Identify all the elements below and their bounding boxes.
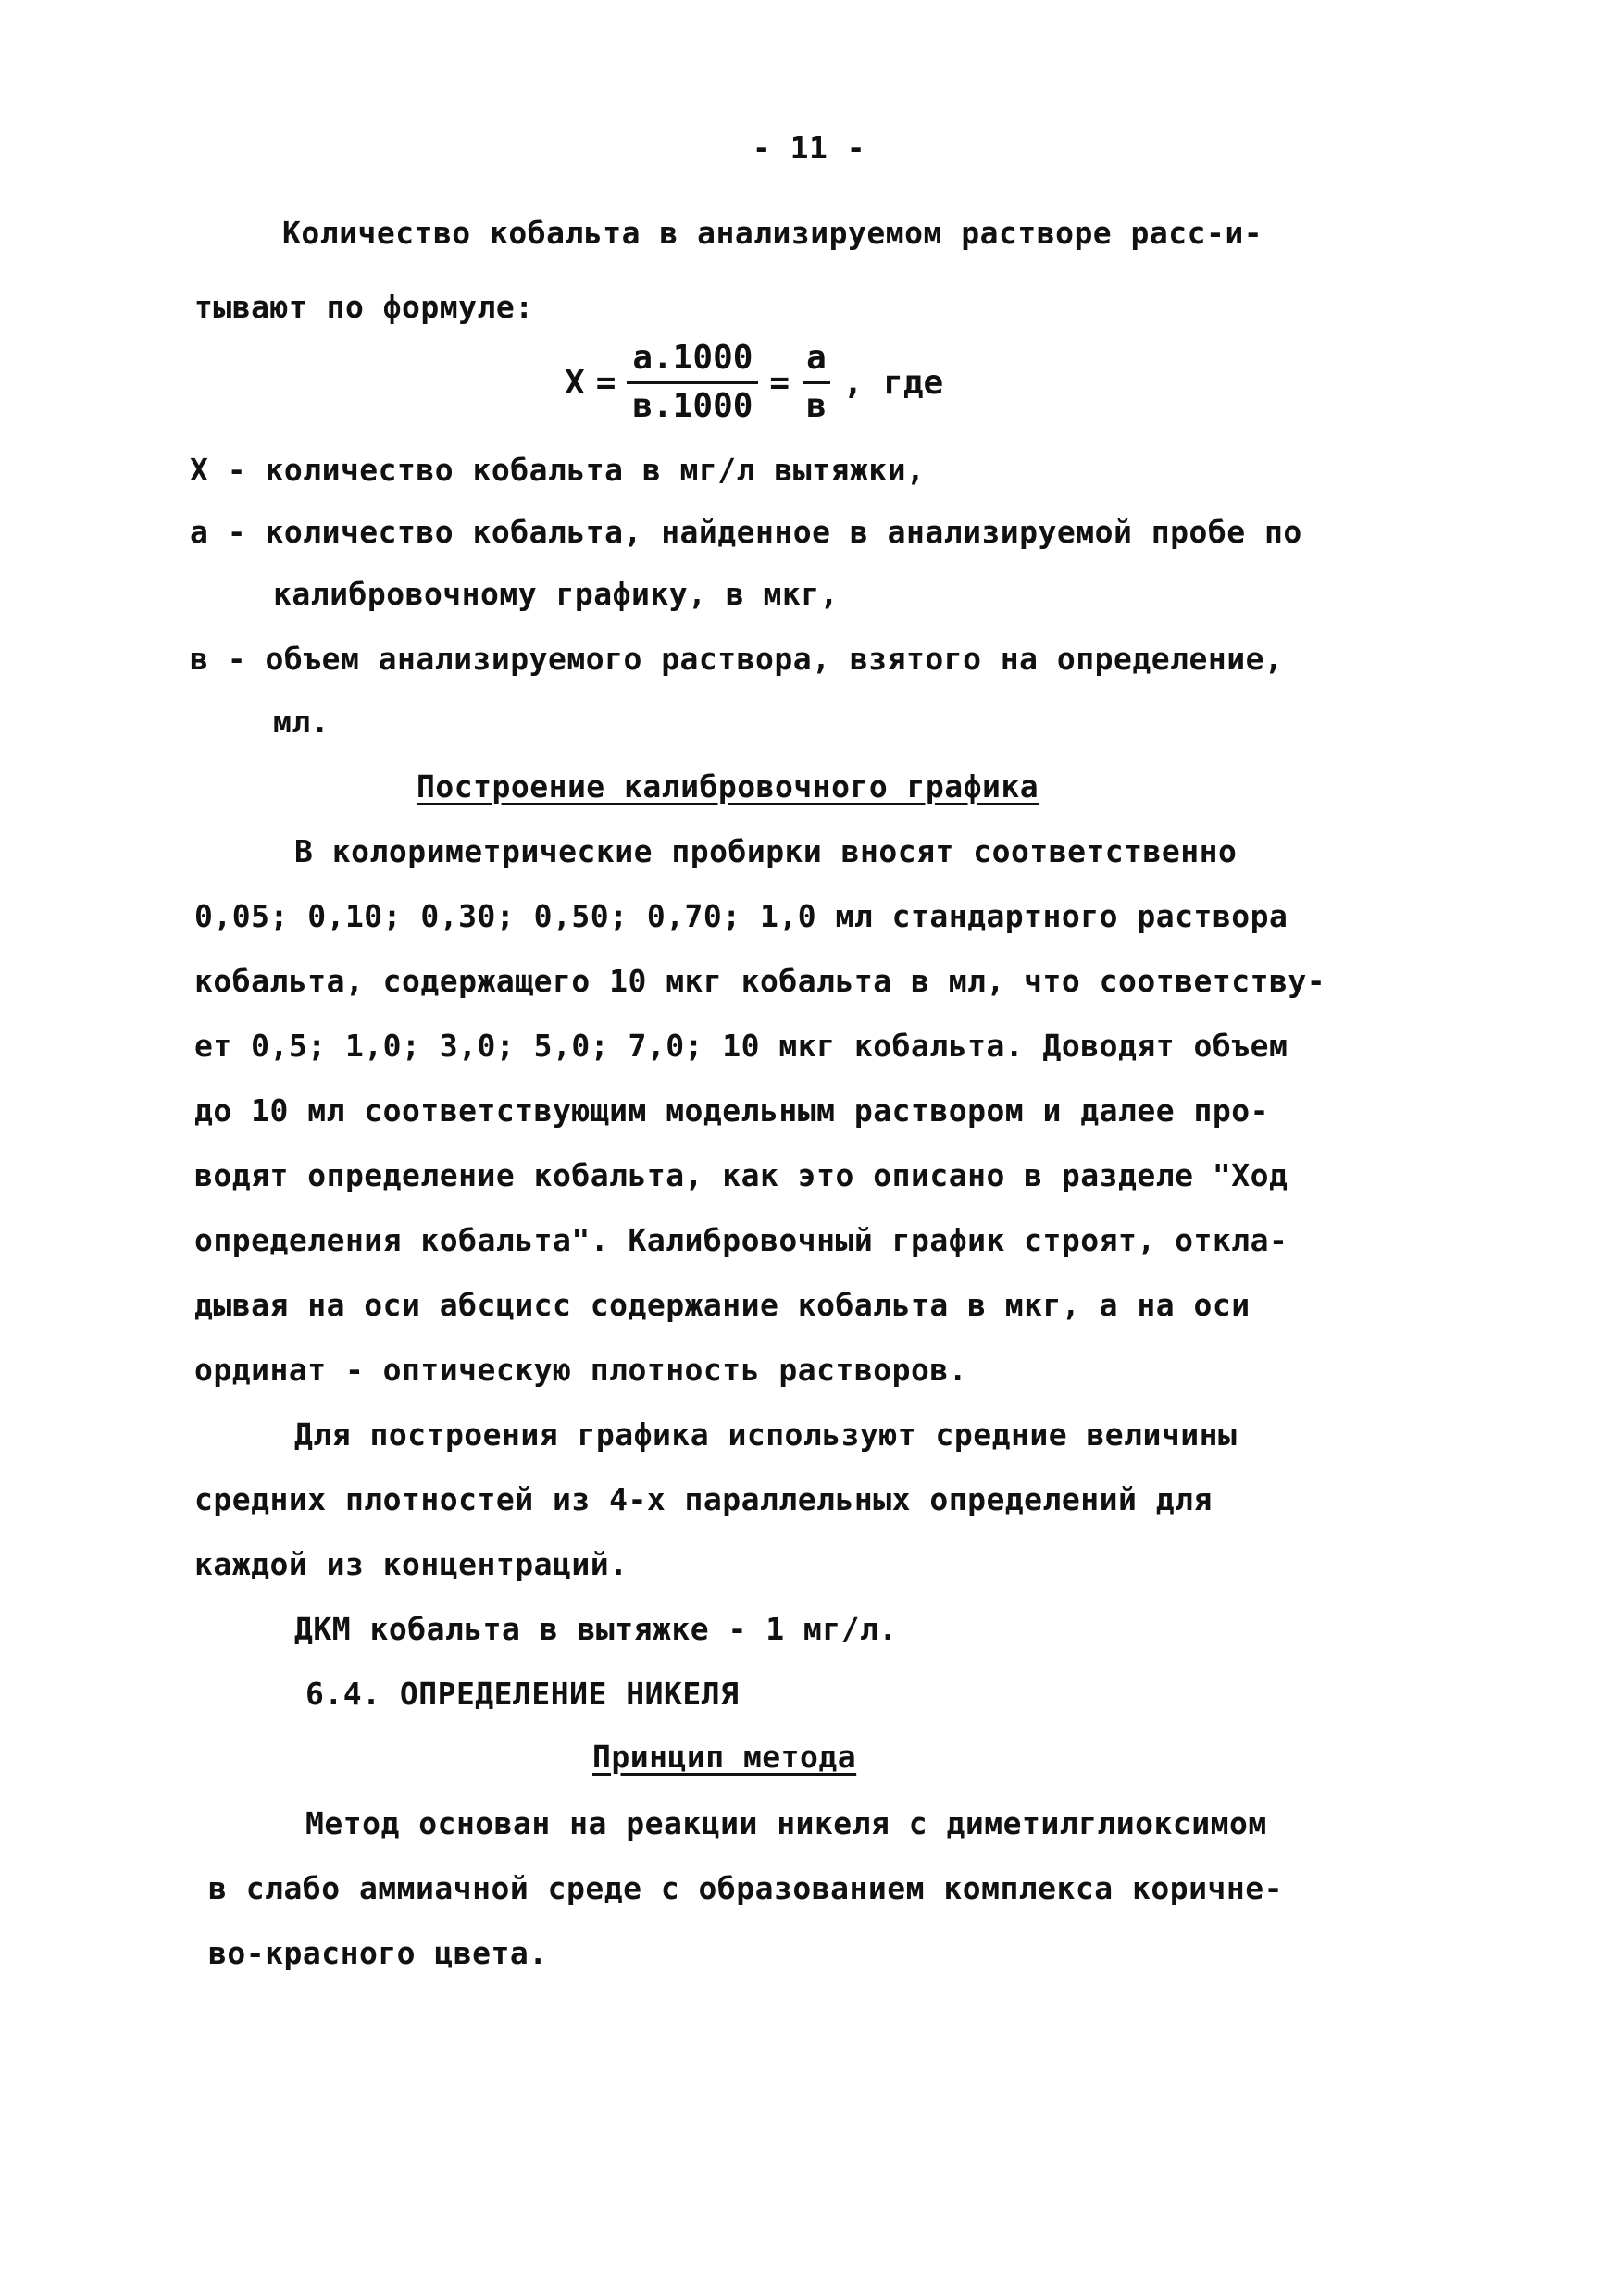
definition-v: в - объем анализируемого раствора, взятого на определение, [190, 641, 1284, 677]
formula-tail: , где [842, 363, 944, 402]
section-title-calibration: Построение калибровочного графика [417, 768, 1039, 805]
formula-fraction-2-denominator: в [806, 387, 827, 425]
definition-a-cont: калибровочному графику, в мкг, [273, 576, 840, 612]
definition-v-cont: мл. [273, 704, 330, 740]
page-number: - 11 - [752, 130, 866, 166]
intro-line-2: тывают по формуле: [194, 289, 534, 325]
cobalt-formula [565, 331, 943, 433]
paragraph1-line: ординат - оптическую плотность растворов. [194, 1352, 968, 1388]
paragraph1-line: кобальта, содержащего 10 мкг кобальта в мл, что соответству- [194, 963, 1326, 999]
paragraph3-line: во-красного цвета. [208, 1935, 548, 1971]
formula-fraction-2-numerator: a [803, 338, 830, 384]
paragraph2-line: Для построения графика используют средние величины [294, 1416, 1238, 1453]
nickel-heading: 6.4. ОПРЕДЕЛЕНИЕ НИКЕЛЯ [305, 1676, 740, 1712]
intro-line-1: Количество кобальта в анализируемом растворе расс-и- [282, 215, 1263, 251]
paragraph1-line: дывая на оси абсцисс содержание кобальта в мкг, а на оси [194, 1287, 1251, 1323]
formula-equals-1: = [595, 363, 616, 402]
formula-fraction-1-numerator: a.1000 [627, 338, 758, 384]
paragraph2-line: каждой из концентраций. [194, 1546, 629, 1582]
paragraph1-line: определения кобальта". Калибровочный график строят, откла- [194, 1222, 1288, 1258]
formula-lhs: X [565, 363, 585, 402]
paragraph3-line: в слабо аммиачной среде с образованием комплекса коричне- [208, 1870, 1283, 1906]
principle-title: Принцип метода [592, 1739, 857, 1775]
formula-fraction-1-denominator: в.1000 [632, 387, 753, 425]
paragraph1-line: В колориметрические пробирки вносят соответственно [294, 833, 1238, 869]
paragraph1-line: 0,05; 0,10; 0,30; 0,50; 0,70; 1,0 мл стандартного раствора [194, 898, 1288, 934]
formula-fraction-2 [801, 338, 832, 427]
formula-equals-2: = [769, 363, 790, 402]
paragraph2-line: средних плотностей из 4-х параллельных определений для [194, 1481, 1213, 1517]
definition-x: X - количество кобальта в мг/л вытяжки, [190, 452, 926, 488]
paragraph1-line: до 10 мл соответствующим модельным раствором и далее про- [194, 1092, 1269, 1129]
formula-fraction-1 [627, 338, 758, 427]
paragraph3-line: Метод основан на реакции никеля с диметилглиоксимом [305, 1805, 1267, 1841]
definition-a: а - количество кобальта, найденное в анализируемой пробе по [190, 514, 1302, 550]
dkm-line: ДКМ кобальта в вытяжке - 1 мг/л. [294, 1611, 898, 1647]
paragraph1-line: водят определение кобальта, как это описано в разделе "Ход [194, 1157, 1288, 1193]
paragraph1-line: ет 0,5; 1,0; 3,0; 5,0; 7,0; 10 мкг кобальта. Доводят объем [194, 1028, 1288, 1064]
